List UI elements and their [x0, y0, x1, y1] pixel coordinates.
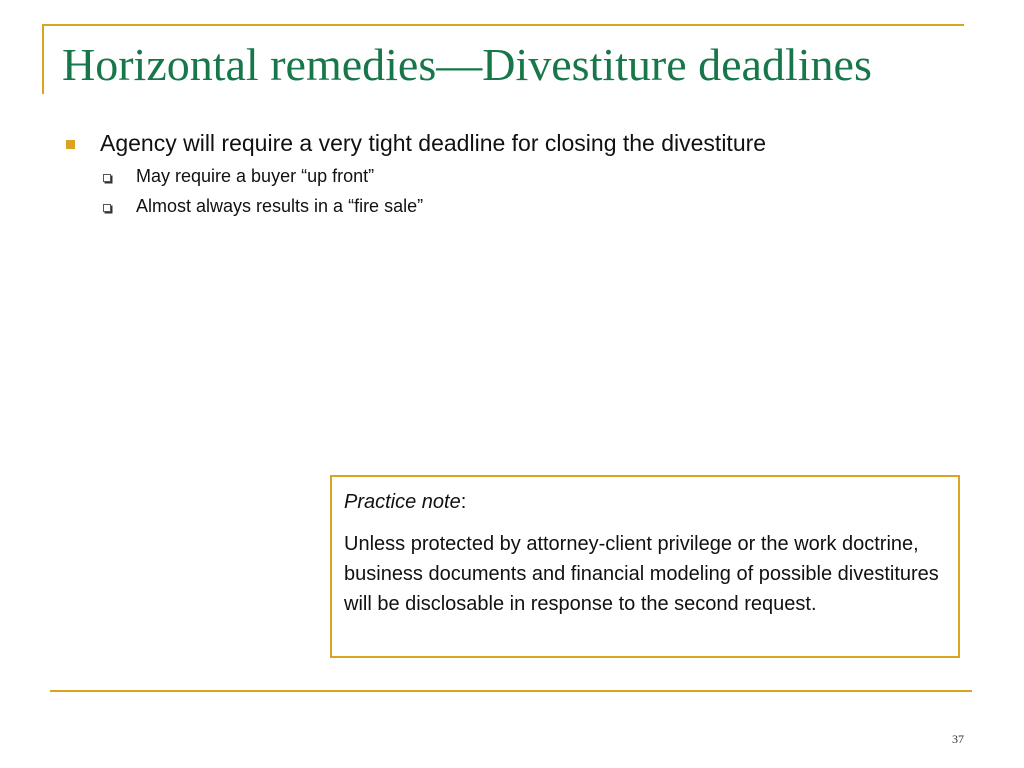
practice-note-body: Unless protected by attorney-client privilege or the work doctrine, business documents and financial modeling of possible divestitures will be disclosable in response to the second request. — [344, 533, 939, 615]
hollow-square-bullet-icon — [103, 204, 111, 212]
practice-note-colon: : — [460, 491, 467, 513]
sub-bullet-item — [64, 194, 964, 218]
slide-title: Horizontal remedies—Divestiture deadlines — [62, 39, 872, 90]
footer-rule — [50, 690, 972, 692]
hollow-square-bullet-icon — [103, 174, 111, 182]
bullet-item-main — [64, 128, 964, 158]
title-frame-left-rule — [42, 24, 44, 94]
title-frame-top-rule — [44, 24, 964, 26]
bullet-text: Agency will require a very tight deadline for closing the divestiture — [100, 130, 767, 156]
sub-bullet-item — [64, 164, 964, 188]
practice-note-label: Practice note — [344, 491, 461, 513]
bullet-list — [64, 128, 964, 218]
sub-bullet-text: May require a buyer “up front” — [136, 166, 375, 186]
sub-bullet-text: Almost always results in a “fire sale” — [136, 196, 424, 216]
square-bullet-icon — [66, 140, 75, 149]
page-number: 37 — [952, 732, 964, 746]
practice-note-heading — [344, 487, 946, 517]
practice-note-box — [330, 475, 960, 658]
